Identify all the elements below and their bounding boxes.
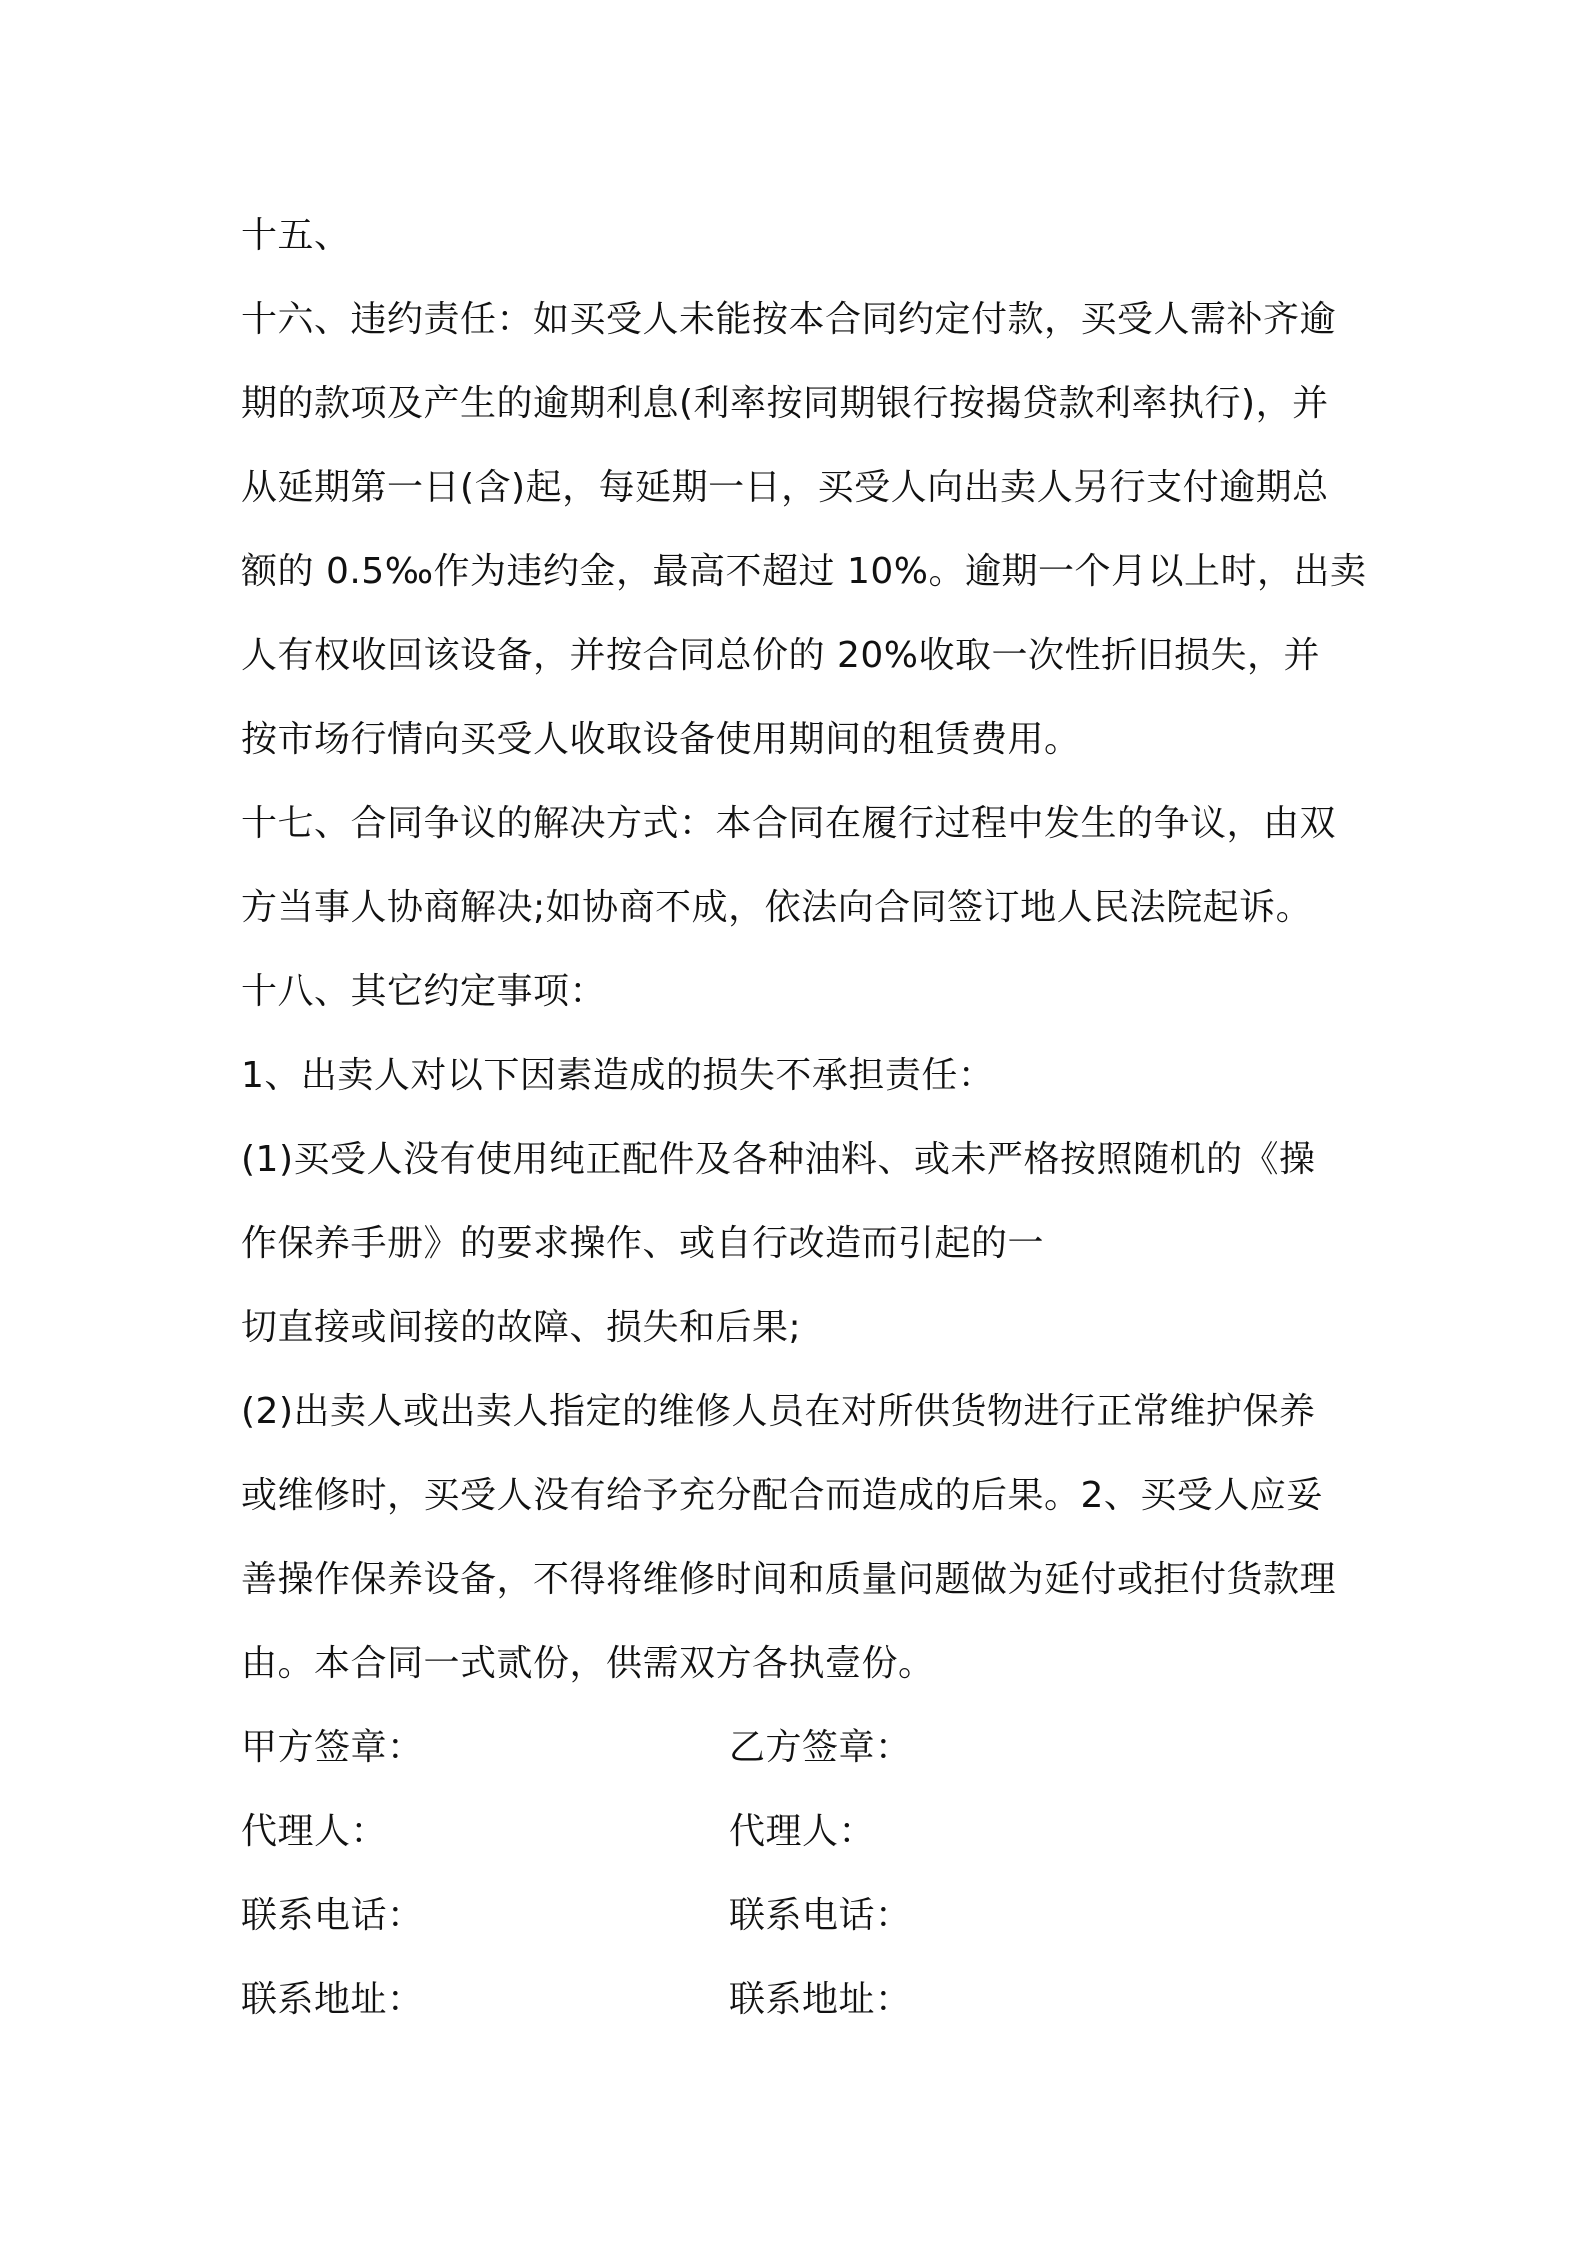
text-line: 作保养手册》的要求操作、或自行改造而引起的一	[241, 1223, 1045, 1264]
clause-15	[241, 194, 1356, 278]
signature-row-seal	[241, 1706, 1356, 1790]
text-line: 1、出卖人对以下因素造成的损失不承担责任：	[241, 1055, 995, 1096]
signature-row-agent	[241, 1790, 1356, 1874]
text-line: 或维修时，买受人没有给予充分配合而造成的后果。2、买受人应妥	[241, 1475, 1323, 1516]
text-line: 人有权收回该设备，并按合同总价的 20%收取一次性折旧损失，并	[241, 635, 1320, 676]
text-line: 按市场行情向买受人收取设备使用期间的租赁费用。	[241, 719, 1081, 760]
text-line: 十七、合同争议的解决方式：本合同在履行过程中发生的争议，由双	[241, 803, 1337, 844]
clause-17-dispute-resolution	[241, 782, 1356, 950]
document-body	[241, 194, 1367, 2042]
signature-row-address	[241, 1958, 1356, 2042]
text-line: 方当事人协商解决;如协商不成，依法向合同签订地人民法院起诉。	[241, 887, 1313, 928]
signature-row-phone	[241, 1874, 1356, 1958]
signature-block	[241, 1706, 1356, 2042]
text-line: 十八、其它约定事项：	[241, 971, 607, 1012]
text-line: 从延期第一日(含)起，每延期一日，买受人向出卖人另行支付逾期总	[241, 467, 1329, 508]
text-line: 由。本合同一式贰份，供需双方各执壹份。	[241, 1643, 935, 1684]
text-line: 善操作保养设备，不得将维修时间和质量问题做为延付或拒付货款理	[241, 1559, 1337, 1600]
party-b-address-label: 联系地址：	[729, 1979, 912, 2020]
party-a-seal-label: 甲方签章：	[241, 1727, 424, 1768]
clause-16-breach-liability	[241, 278, 1367, 782]
text-line: 十六、违约责任：如买受人未能按本合同约定付款，买受人需补齐逾	[241, 299, 1337, 340]
text-line: (1)买受人没有使用纯正配件及各种油料、或未严格按照随机的《操	[241, 1139, 1316, 1180]
party-a-agent-label: 代理人：	[241, 1811, 388, 1852]
text-line: 额的 0.5‰作为违约金，最高不超过 10%。逾期一个月以上时，出卖	[241, 551, 1367, 592]
party-b-agent-label: 代理人：	[729, 1811, 876, 1852]
party-b-seal-label: 乙方签章：	[729, 1727, 912, 1768]
party-a-address-label: 联系地址：	[241, 1979, 424, 2020]
text-line: (2)出卖人或出卖人指定的维修人员在对所供货物进行正常维护保养	[241, 1391, 1316, 1432]
text-line: 十五、	[241, 215, 351, 256]
text-line: 期的款项及产生的逾期利息(利率按同期银行按揭贷款利率执行)，并	[241, 383, 1329, 424]
text-line: 切直接或间接的故障、损失和后果;	[241, 1307, 802, 1348]
clause-18-other-terms	[241, 950, 1356, 1706]
party-a-phone-label: 联系电话：	[241, 1895, 424, 1936]
party-b-phone-label: 联系电话：	[729, 1895, 912, 1936]
